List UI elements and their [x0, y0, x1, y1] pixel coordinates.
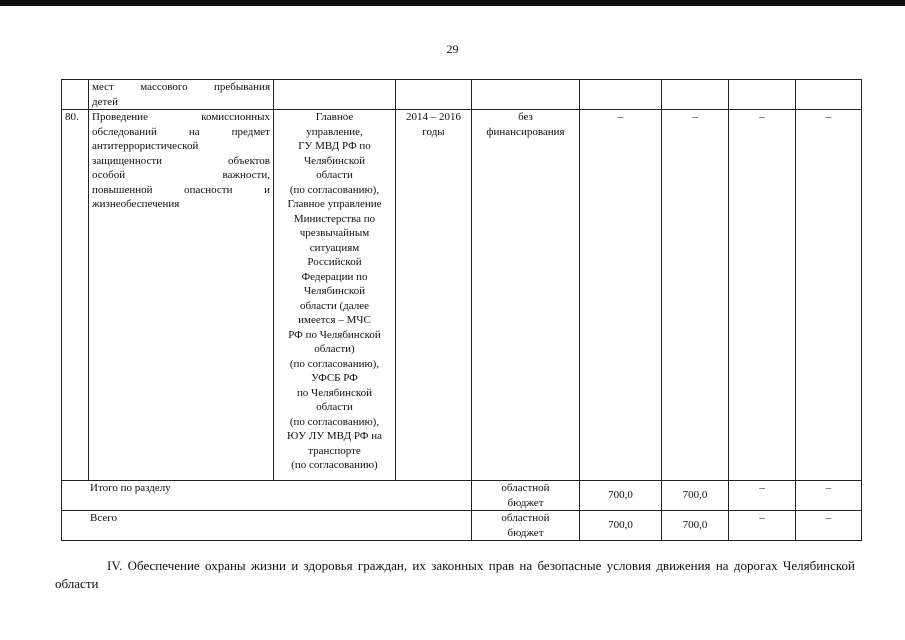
table-row-80	[62, 110, 862, 481]
total-value: 700,0	[662, 511, 729, 541]
scan-top-border	[0, 0, 905, 6]
carry-line: детей	[92, 95, 119, 108]
program-table	[61, 79, 862, 541]
section-heading: IV. Обеспечение охраны жизни и здоровья граждан, их законных прав на безопасные условия движения на дорогах Челябинской области	[55, 558, 855, 591]
period-cell: 2014 – 2016 годы	[396, 110, 472, 481]
value-cell: –	[796, 110, 862, 481]
value-cell: –	[580, 110, 662, 481]
value-cell: –	[662, 110, 729, 481]
executors-cell: Главное управление, ГУ МВД РФ по Челябинской области (по согласованию), Главное управление Министерства по чрезвычайным ситуациям Российской Федерации по Челябинской области (далее имеется – МЧС РФ по Челябинской области) (по согласованию), УФСБ РФ по Челябинской области (по согласованию), ЮУ ЛУ МВД РФ на транспорте (по согласованию)	[274, 110, 396, 481]
total-row	[62, 511, 862, 541]
total-value: –	[729, 511, 796, 541]
subtotal-value: –	[796, 481, 862, 511]
subtotal-value: –	[729, 481, 796, 511]
carry-text-cell	[89, 80, 274, 110]
total-value: –	[796, 511, 862, 541]
subtotal-row	[62, 481, 862, 511]
measure-name-cell: Проведение комиссионных обследований на предмет антитеррористической защищенности объектов особой важности, повышенной опасности и жизнеобеспечения	[89, 110, 274, 481]
total-value: 700,0	[580, 511, 662, 541]
carry-line: мест массового пребывания	[92, 81, 270, 93]
row-number: 80.	[62, 110, 89, 481]
total-source: областной бюджет	[472, 511, 580, 541]
total-label: Всего	[62, 511, 472, 541]
carry-num-cell	[62, 80, 89, 110]
subtotal-value: 700,0	[662, 481, 729, 511]
funding-source-cell: без финансирования	[472, 110, 580, 481]
subtotal-source: областной бюджет	[472, 481, 580, 511]
subtotal-label: Итого по разделу	[62, 481, 472, 511]
page-number: 29	[446, 42, 459, 56]
value-cell: –	[729, 110, 796, 481]
subtotal-value: 700,0	[580, 481, 662, 511]
carry-over-row	[62, 80, 862, 110]
